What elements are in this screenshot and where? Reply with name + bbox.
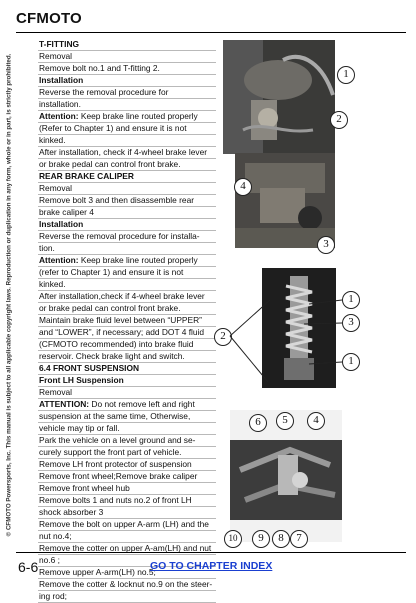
fig3-callout-1-bottom: 1 <box>342 353 360 371</box>
text-line: Installation <box>38 219 216 231</box>
copyright-side-notice <box>4 53 14 537</box>
text-line: no.6 ; <box>38 555 216 567</box>
fig2-callout-3: 3 <box>317 236 335 254</box>
text-line: Reverse the removal procedure for <box>38 87 216 99</box>
text-line: Remove bolt 3 and then disassemble rear <box>38 195 216 207</box>
text-line: kinked. <box>38 279 216 291</box>
text-line: Reverse the removal procedure for installa- <box>38 231 216 243</box>
text-line: Remove the bolt on upper A-arm (LH) and the <box>38 519 216 531</box>
fig4-callout-4: 4 <box>307 412 325 430</box>
fig1-callout-2: 2 <box>330 111 348 129</box>
text-line: vehicle may tip or fall. <box>38 423 216 435</box>
text-line: After installation,check if 4-wheel brake lever <box>38 291 216 303</box>
text-line: REAR BRAKE CALIPER <box>38 171 216 183</box>
text-line: T-FITTING <box>38 39 216 51</box>
fig3-callout-2: 2 <box>214 328 232 346</box>
text-line: Remove front wheel;Remove brake caliper <box>38 471 216 483</box>
fig4-callout-5: 5 <box>276 412 294 430</box>
figure-rear-brake-caliper <box>235 153 335 248</box>
fig2-callout-4: 4 <box>234 178 252 196</box>
text-line: Remove the cotter & locknut no.9 on the steer- <box>38 579 216 591</box>
text-line: installation. <box>38 99 216 111</box>
fig4-callout-8: 8 <box>272 530 290 548</box>
text-line: Park the vehicle on a level ground and se- <box>38 435 216 447</box>
text-line: Removal <box>38 51 216 63</box>
text-line: nut no.4; <box>38 531 216 543</box>
fig1-callout-1: 1 <box>337 66 355 84</box>
text-line: (CFMOTO recommended) into brake fluid <box>38 339 216 351</box>
fig3-callout-3: 3 <box>342 314 360 332</box>
brand-title: CFMOTO <box>16 10 82 27</box>
text-line: Attention: Keep brake line routed properly <box>38 255 216 267</box>
fig3-callout-1-top: 1 <box>342 291 360 309</box>
chapter-index-link[interactable]: GO TO CHAPTER INDEX <box>150 560 273 572</box>
text-line: and “LOWER”, if necessary; add DOT 4 fluid <box>38 327 216 339</box>
copyright-text: © CFMOTO Powersports, Inc. This manual is subject to all applicable copyright laws. Reproduction or duplication in any form, whole or in part, is strictly prohibited. <box>5 53 13 537</box>
footer-divider <box>16 552 406 553</box>
text-line: 6.4 FRONT SUSPENSION <box>38 363 216 375</box>
text-line: or brake pedal can control front brake. <box>38 159 216 171</box>
text-line: or brake pedal can control front brake. <box>38 303 216 315</box>
text-line: Front LH Suspension <box>38 375 216 387</box>
text-line: ATTENTION: Do not remove left and right <box>38 399 216 411</box>
attention-label: Attention: <box>39 111 79 121</box>
text-line: Remove LH front protector of suspension <box>38 459 216 471</box>
text-line: After installation, check if 4-wheel brake lever <box>38 147 216 159</box>
text-line: Attention: Keep brake line routed properly <box>38 111 216 123</box>
t-fitting-photo <box>223 40 335 154</box>
attention-label: ATTENTION: <box>39 399 90 409</box>
text-line: (refer to Chapter 1) and ensure it is not <box>38 267 216 279</box>
fig3-leader-lines <box>214 290 344 390</box>
procedure-text <box>38 39 216 603</box>
figure-t-fitting <box>223 40 335 154</box>
fig4-callout-9: 9 <box>252 530 270 548</box>
text-line: Removal <box>38 387 216 399</box>
text-line: tion. <box>38 243 216 255</box>
page-number: 6-6 <box>18 559 39 575</box>
text-line: curely support the front part of vehicle. <box>38 447 216 459</box>
header-divider <box>16 32 406 33</box>
fig4-callout-6: 6 <box>249 414 267 432</box>
text-line: (Refer to Chapter 1) and ensure it is not <box>38 123 216 135</box>
text-line: ing rod; <box>38 591 216 603</box>
text-line: Installation <box>38 75 216 87</box>
text-line: suspension at the same time, Otherwise, <box>38 411 216 423</box>
fig4-callout-7: 7 <box>290 530 308 548</box>
text-line: shock absorber 3 <box>38 507 216 519</box>
text-line: brake caliper 4 <box>38 207 216 219</box>
text-line: Remove front wheel hub <box>38 483 216 495</box>
text-line: Remove bolts 1 and nuts no.2 of front LH <box>38 495 216 507</box>
rear-caliper-photo <box>235 153 335 248</box>
fig4-callout-10: 10 <box>224 530 242 548</box>
text-line: Remove the cotter on upper A-am(LH) and nut <box>38 543 216 555</box>
text-line: Removal <box>38 183 216 195</box>
text-line: kinked. <box>38 135 216 147</box>
text-line: reservoir. Check brake light and switch. <box>38 351 216 363</box>
attention-label: Attention: <box>39 255 79 265</box>
text-line: Remove upper A-arm(LH) no.5; <box>38 567 216 579</box>
text-line: Maintain brake fluid level between “UPPER” <box>38 315 216 327</box>
text-line: Remove bolt no.1 and T-fitting 2. <box>38 63 216 75</box>
